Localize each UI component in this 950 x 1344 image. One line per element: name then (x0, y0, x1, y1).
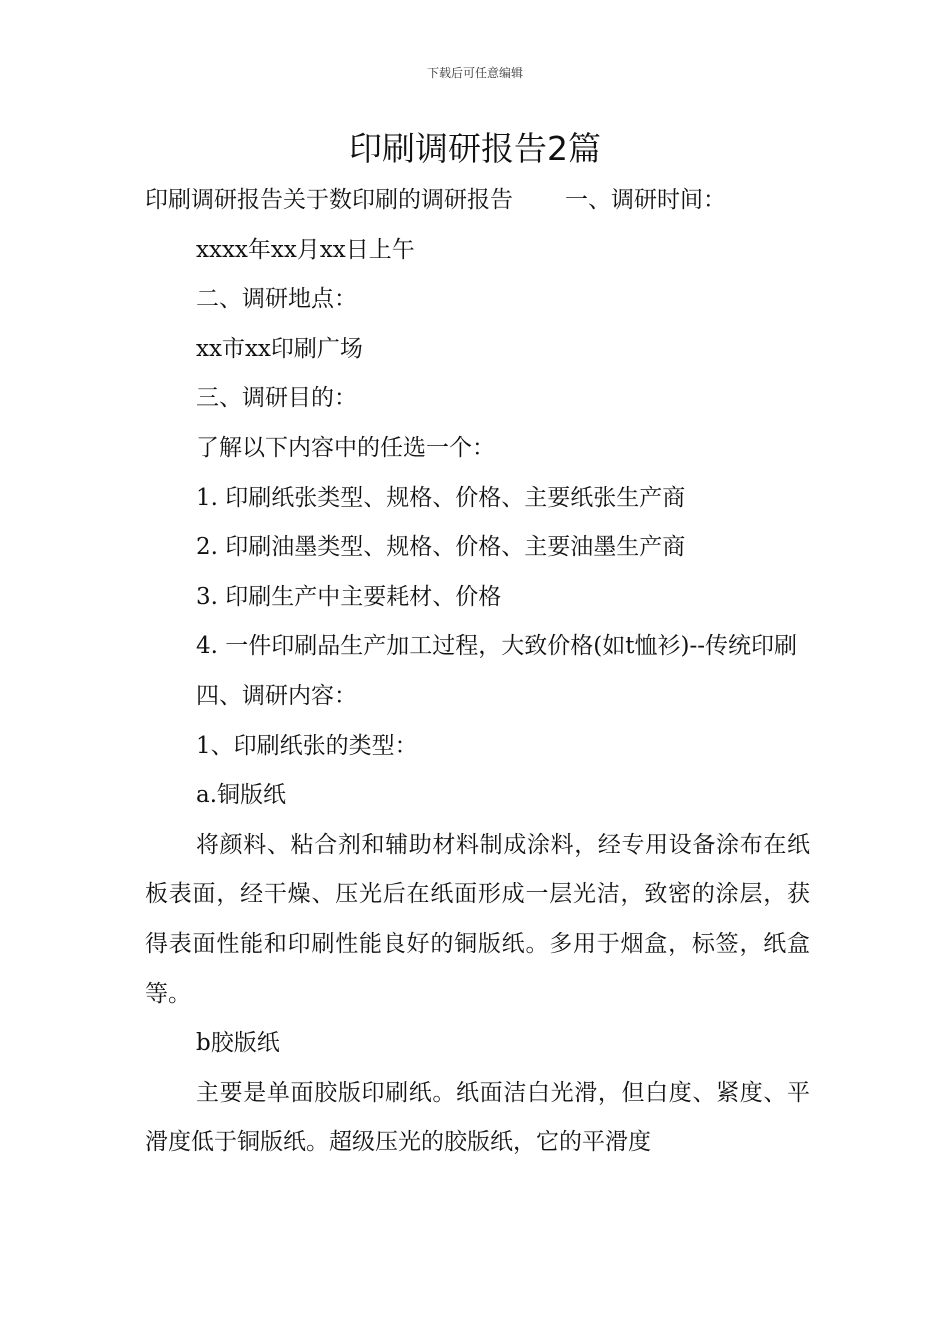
subheading-paper-types: 1、印刷纸张的类型： (196, 732, 418, 759)
intro-line-left: 印刷调研报告关于数印刷的调研报告 (145, 187, 513, 213)
paragraph-coated-paper: 将颜料、粘合剂和辅助材料制成涂料，经专用设备涂布在纸板表面，经干燥、压光后在纸面形成一层光洁，致密的涂层，获得表面性能和印刷性能良好的铜版纸。多用于烟盒，标签，纸盒等。 (145, 831, 810, 1007)
paragraph-purpose-intro: 了解以下内容中的任选一个： (196, 434, 495, 461)
list-item-4: 4. 一件印刷品生产加工过程，大致价格(如t恤衫)--传统印刷 (196, 633, 797, 660)
heading-survey-purpose: 三、调研目的： (196, 385, 357, 412)
header-note: 下载后可任意编辑 (426, 66, 523, 80)
intro-line-right: 一、调研时间： (565, 187, 726, 213)
paragraph-survey-location: xx市xx印刷广场 (196, 335, 363, 362)
document-body (145, 176, 810, 1168)
document-title: 印刷调研报告2篇 (349, 129, 601, 168)
heading-survey-content: 四、调研内容： (196, 682, 357, 709)
paragraph-offset-paper: 主要是单面胶版印刷纸。纸面洁白光滑，但白度、紧度、平滑度低于铜版纸。超级压光的胶版纸，它的平滑度 (145, 1079, 810, 1156)
intro-line (145, 176, 810, 226)
list-item-1: 1. 印刷纸张类型、规格、价格、主要纸张生产商 (196, 484, 686, 511)
list-item-3: 3. 印刷生产中主要耗材、价格 (196, 583, 502, 610)
subheading-offset-paper: b胶版纸 (196, 1030, 280, 1057)
heading-survey-location: 二、调研地点： (196, 286, 357, 313)
subheading-coated-paper: a.铜版纸 (196, 782, 287, 809)
paragraph-survey-time: xxxx年xx月xx日上午 (196, 236, 415, 263)
list-item-2: 2. 印刷油墨类型、规格、价格、主要油墨生产商 (196, 534, 686, 561)
